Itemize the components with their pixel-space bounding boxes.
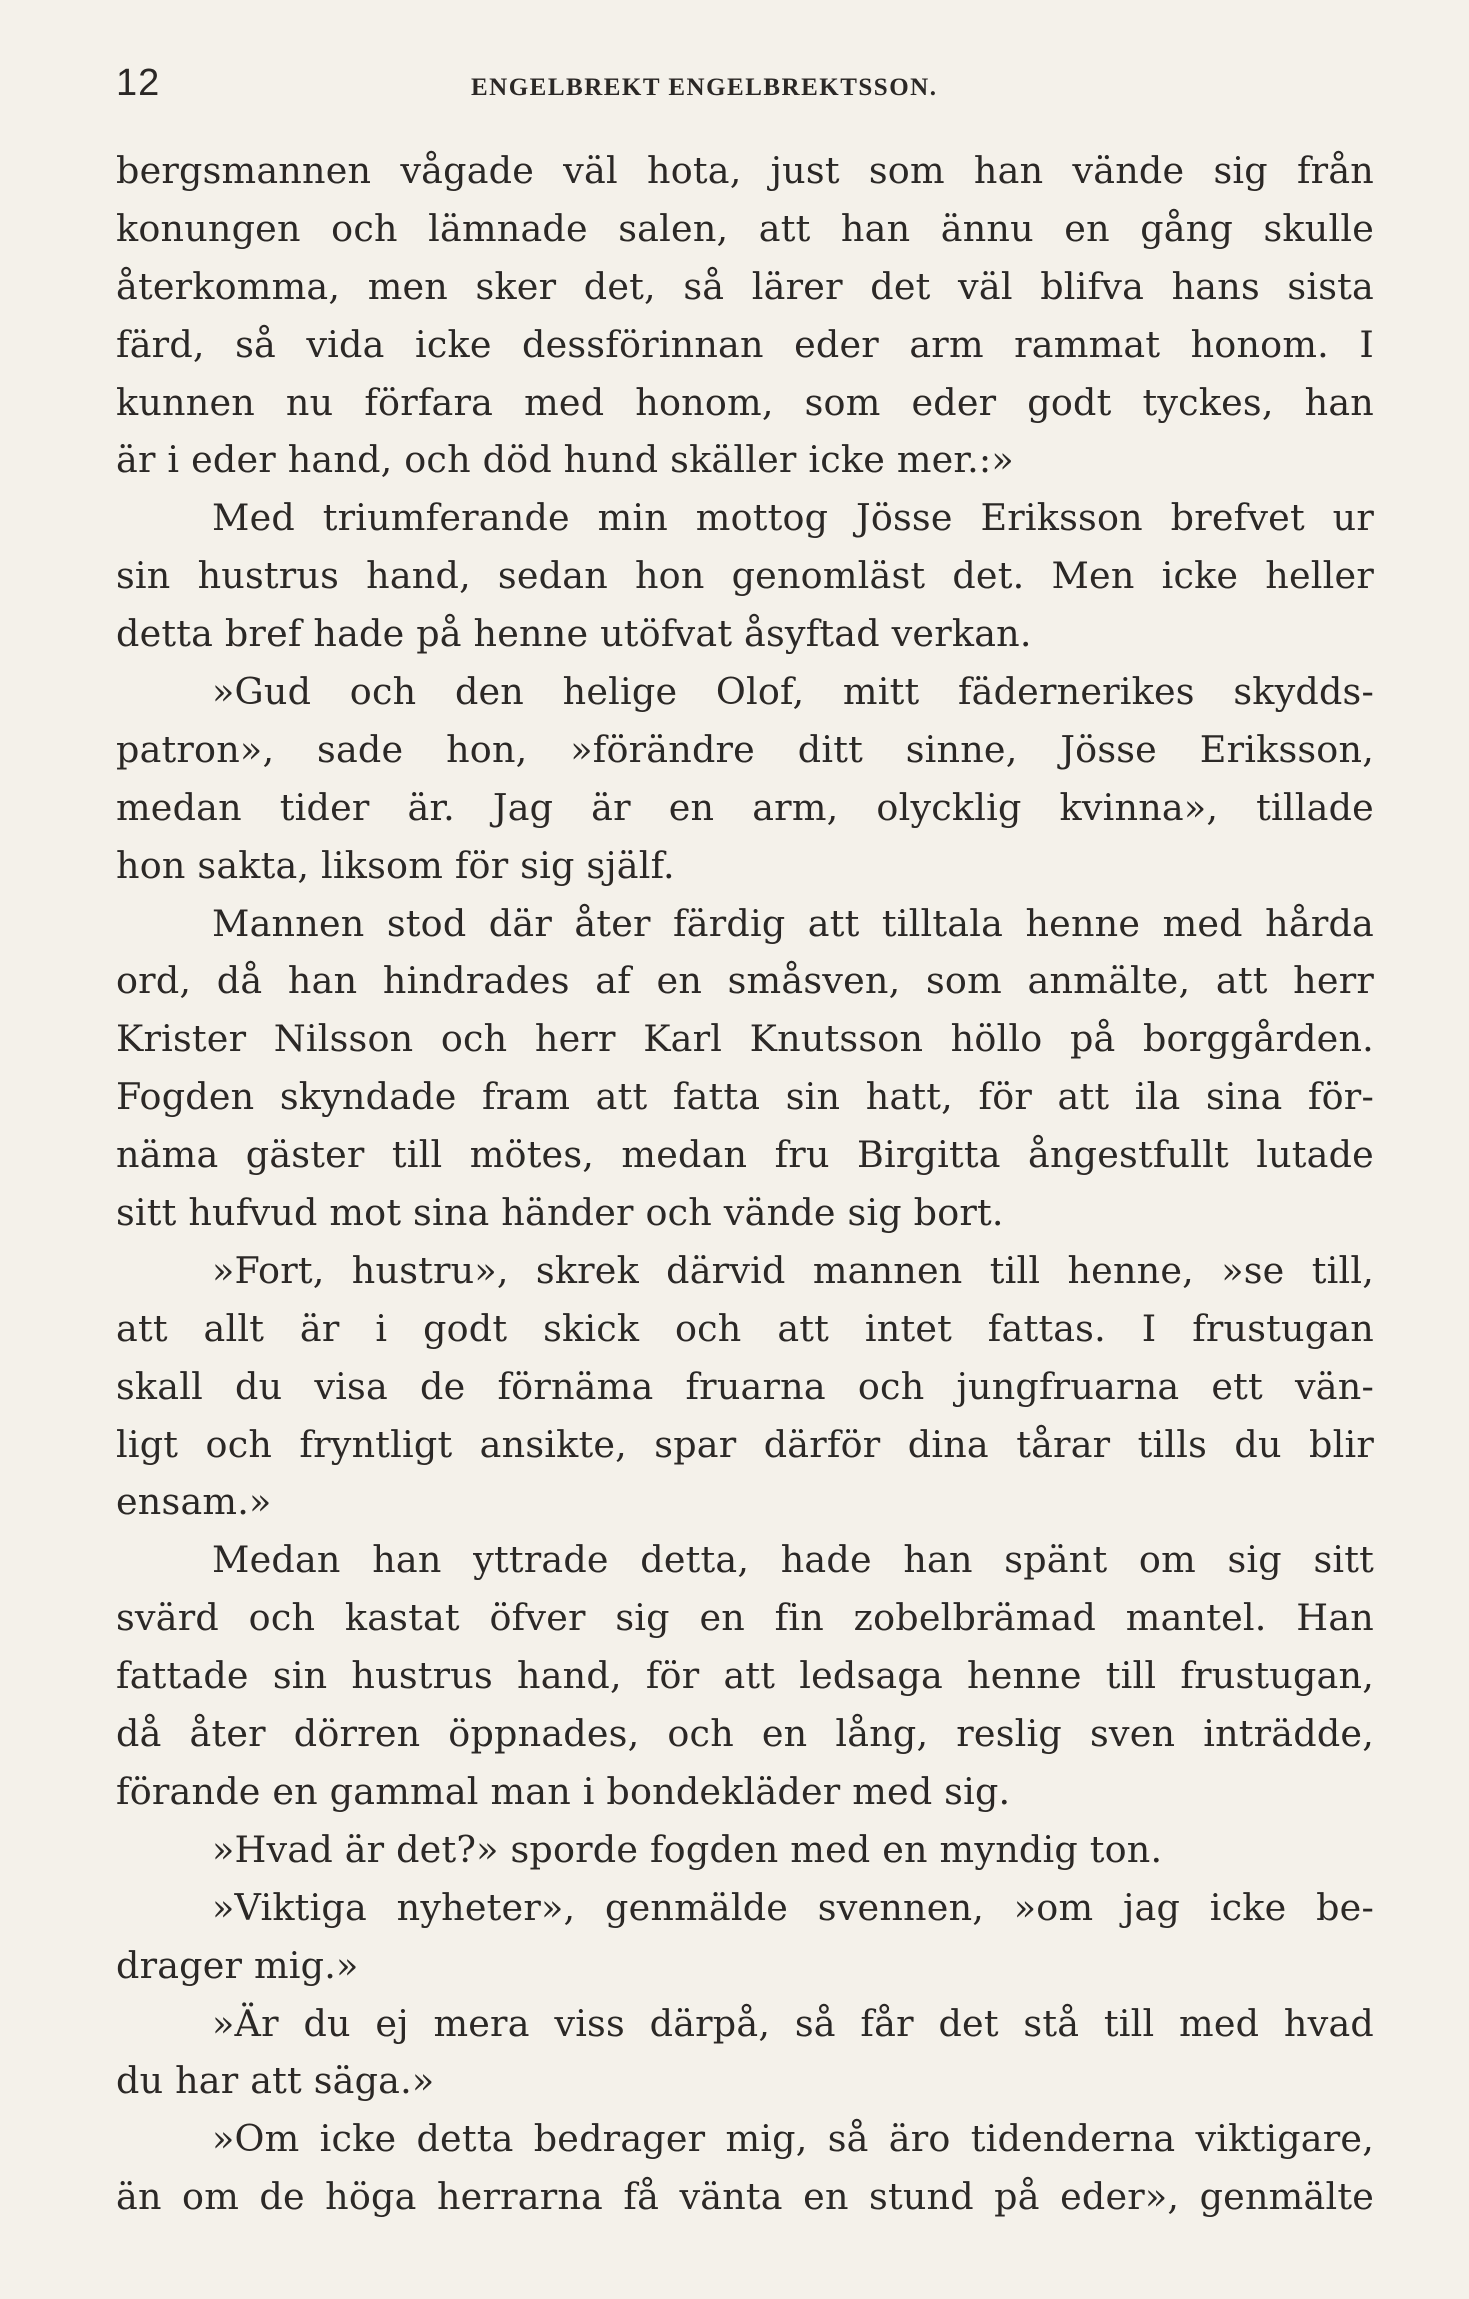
text-line: Medan han yttrade detta, hade han spänt om sig sitt (212, 1538, 1374, 1582)
text-line: detta bref hade på henne utöfvat åsyftad verkan. (116, 612, 1032, 656)
text-line: återkomma, men sker det, så lärer det väl blifva hans sista (116, 264, 1374, 308)
text-line: medan tider är. Jag är en arm, olycklig kvinna», tillade (116, 785, 1374, 829)
text-line: ensam.» (116, 1480, 272, 1524)
page-header (116, 62, 1376, 112)
text-line: sitt hufvud mot sina händer och vände sig bort. (116, 1191, 1004, 1235)
text-line: ligt och fryntligt ansikte, spar därför dina tårar tills du blir (116, 1422, 1374, 1466)
text-line: »Är du ej mera viss därpå, så får det stå till med hvad (212, 2001, 1374, 2045)
text-line: förande en gammal man i bondekläder med sig. (116, 1769, 1011, 1813)
text-line: du har att säga.» (116, 2059, 435, 2103)
text-line: att allt är i godt skick och att intet fattas. I frustugan (116, 1306, 1374, 1350)
text-line: svärd och kastat öfver sig en fin zobelbrämad mantel. Han (116, 1596, 1374, 1640)
text-line: bergsmannen vågade väl hota, just som han vände sig från (116, 149, 1374, 192)
text-line: skall du visa de förnäma fruarna och jungfruarna ett vän- (116, 1364, 1374, 1408)
text-line: »Gud och den helige Olof, mitt fädernerikes skydds- (212, 670, 1374, 714)
text-line: hon sakta, liksom för sig själf. (116, 843, 675, 887)
text-line: kunnen nu förfara med honom, som eder godt tyckes, han (116, 380, 1374, 424)
text-line: »Viktiga nyheter», genmälde svennen, »om jag icke be- (212, 1885, 1374, 1929)
text-line: Mannen stod där åter färdig att tilltala henne med hårda (212, 901, 1374, 945)
text-line: sin hustrus hand, sedan hon genomläst det. Men icke heller (116, 554, 1374, 598)
text-line: än om de höga herrarna få vänta en stund på eder», genmälte (116, 2175, 1374, 2219)
text-line: konungen och lämnade salen, att han ännu en gång skulle (116, 206, 1374, 250)
text-line: »Hvad är det?» sporde fogden med en myndig ton. (212, 1827, 1163, 1871)
text-line: fattade sin hustrus hand, för att ledsaga henne till frustugan, (116, 1654, 1374, 1698)
text-line: är i eder hand, och död hund skäller icke mer.:» (116, 438, 1014, 482)
page-number: 12 (116, 62, 161, 104)
text-line: patron», sade hon, »förändre ditt sinne, Jösse Eriksson, (116, 727, 1374, 771)
text-line: då åter dörren öppnades, och en lång, reslig sven inträdde, (116, 1712, 1374, 1756)
text-line: ord, då han hindrades af en småsven, som anmälte, att herr (116, 959, 1374, 1003)
text-line: »Om icke detta bedrager mig, så äro tidenderna viktigare, (212, 2117, 1374, 2161)
text-line: Med triumferande min mottog Jösse Eriksson brefvet ur (212, 496, 1374, 540)
running-head: ENGELBREKT ENGELBREKTSSON. (471, 74, 938, 101)
text-line: färd, så vida icke dessförinnan eder arm rammat honom. I (116, 322, 1374, 366)
text-line: Fogden skyndade fram att fatta sin hatt, för att ila sina för- (116, 1075, 1374, 1119)
text-line: »Fort, hustru», skrek därvid mannen till henne, »se till, (212, 1248, 1374, 1292)
body-text (116, 142, 1374, 2226)
text-line: näma gäster till mötes, medan fru Birgitta ångestfullt lutade (116, 1133, 1374, 1177)
text-line: drager mig.» (116, 1943, 359, 1987)
text-line: Krister Nilsson och herr Karl Knutsson höllo på borggården. (116, 1017, 1374, 1061)
